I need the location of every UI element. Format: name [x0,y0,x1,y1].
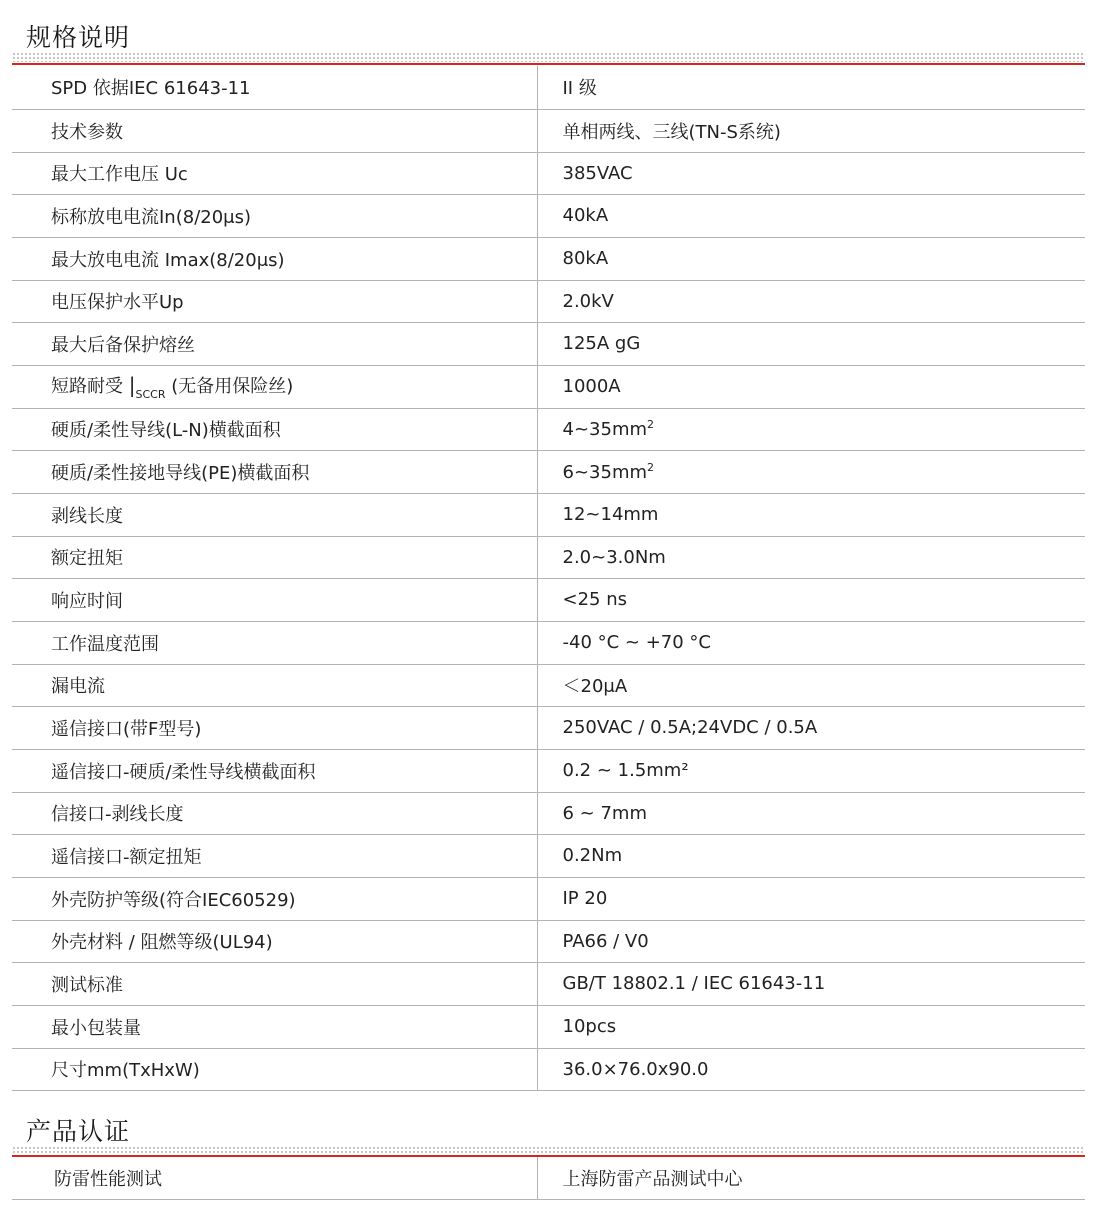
spec-value: 125A gG [537,322,1085,365]
table-row [12,66,1085,109]
spec-key: 信接口-剥线长度 [12,792,537,834]
spec-value: 12~14mm [537,493,1085,536]
spec-value: 1000A [537,365,1085,408]
table-row [12,536,1085,578]
cert-section-header [12,1095,1085,1157]
spec-section-header [12,0,1085,66]
spec-table [12,66,1085,1091]
table-row [12,706,1085,749]
table-row [12,877,1085,920]
spec-value: IP 20 [537,877,1085,920]
spec-key: 漏电流 [12,664,537,706]
dotted-divider [12,52,1085,62]
unit-superscript: 2 [647,418,655,431]
spec-value: 6~35mm [562,461,648,483]
spec-value: 0.2 ~ 1.5mm² [537,749,1085,792]
spec-key-text: 短路耐受 [51,376,123,397]
spec-key-sccr [12,365,537,408]
sccr-symbol: | [128,373,136,397]
spec-value: -40 °C ~ +70 °C [537,621,1085,664]
spec-key: 外壳材料 / 阻燃等级(UL94) [12,920,537,962]
spec-key: 最大放电电流 Imax(8/20μs) [12,237,537,280]
table-row [12,1048,1085,1090]
spec-value: PA66 / V0 [537,920,1085,962]
table-row [12,493,1085,536]
spec-key: 遥信接口-硬质/柔性导线横截面积 [12,749,537,792]
table-row [12,621,1085,664]
table-row [12,749,1085,792]
cert-table [12,1157,1085,1200]
spec-value: 36.0×76.0x90.0 [537,1048,1085,1090]
spec-value: 2.0kV [537,280,1085,322]
spec-key: 标称放电电流In(8/20μs) [12,194,537,237]
spec-key: 最大工作电压 Uc [12,152,537,194]
spec-key: 电压保护水平Up [12,280,537,322]
table-row [12,408,1085,450]
spec-key: 最大后备保护熔丝 [12,322,537,365]
spec-value: ＜20μA [537,664,1085,706]
table-row [12,920,1085,962]
table-row [12,280,1085,322]
spec-value: 单相两线、三线(TN-S系统) [537,109,1085,152]
spec-key: 遥信接口(带F型号) [12,706,537,749]
table-row [12,237,1085,280]
spec-value: 2.0~3.0Nm [537,536,1085,578]
spec-value-cell [537,408,1085,450]
accent-divider [12,63,1085,65]
spec-value: 385VAC [537,152,1085,194]
spec-key: 最小包装量 [12,1005,537,1048]
spec-value: 0.2Nm [537,834,1085,877]
table-row [12,834,1085,877]
spec-key: 测试标准 [12,962,537,1005]
spec-value: 4~35mm [562,419,648,440]
spec-key: 硬质/柔性接地导线(PE)横截面积 [12,450,537,493]
spec-key: 外壳防护等级(符合IEC60529) [12,877,537,920]
table-row [12,450,1085,493]
table-row [12,152,1085,194]
spec-key: 遥信接口-额定扭矩 [12,834,537,877]
spec-value: GB/T 18802.1 / IEC 61643-11 [537,962,1085,1005]
table-row [12,109,1085,152]
table-row [12,578,1085,621]
spec-value: 10pcs [537,1005,1085,1048]
spec-key: 额定扭矩 [12,536,537,578]
spec-key: 工作温度范围 [12,621,537,664]
table-row [12,1157,1085,1199]
spec-value: 250VAC / 0.5A;24VDC / 0.5A [537,706,1085,749]
unit-superscript: 2 [647,460,655,474]
spec-value: <25 ns [537,578,1085,621]
spec-value: 6 ~ 7mm [537,792,1085,834]
spec-key: 硬质/柔性导线(L-N)横截面积 [12,408,537,450]
spec-key: 尺寸mm(TxHxW) [12,1048,537,1090]
cert-key: 防雷性能测试 [12,1157,537,1199]
spec-value: 80kA [537,237,1085,280]
spec-value: 40kA [537,194,1085,237]
spec-key: SPD 依据IEC 61643-11 [12,66,537,109]
table-row [12,1005,1085,1048]
table-row [12,792,1085,834]
table-row [12,962,1085,1005]
table-row [12,194,1085,237]
cert-section-title: 产品认证 [26,1117,131,1146]
sccr-subscript: SCCR [135,388,166,401]
table-row [12,322,1085,365]
spec-key-suffix: (无备用保险丝) [171,376,294,397]
spec-key: 剥线长度 [12,493,537,536]
table-row [12,664,1085,706]
spec-section-title: 规格说明 [26,23,131,52]
spec-key: 响应时间 [12,578,537,621]
cert-value: 上海防雷产品测试中心 [537,1157,1085,1199]
spec-key: 技术参数 [12,109,537,152]
spec-value-cell [537,450,1085,493]
spec-value: II 级 [537,66,1085,109]
table-row [12,365,1085,408]
